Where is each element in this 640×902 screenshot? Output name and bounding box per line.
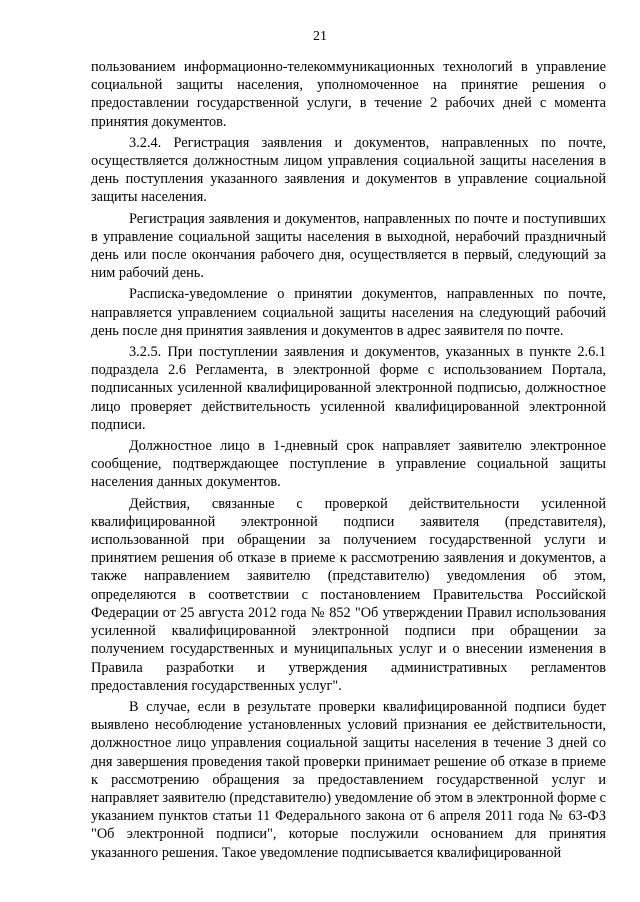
paragraph: 3.2.4. Регистрация заявления и документов, направленных по почте, осуществляется должностным лицом управления социальной защиты населения в день поступления указанного заявления и документов в управление социальной защиты населения. xyxy=(91,134,606,206)
paragraph: Должностное лицо в 1-дневный срок направляет заявителю электронное сообщение, подтверждающее поступление в управление социальной защиты населения данных документов. xyxy=(91,438,606,491)
document-body xyxy=(91,58,606,862)
page-number: 21 xyxy=(313,29,327,44)
paragraph: пользованием информационно-телекоммуникационных технологий в управление социальной защиты населения, уполномоченное на принятие решения о предоставлении государственной услуги, в течение 2 рабочих дней с момента принятия документов. xyxy=(91,59,606,130)
paragraph: 3.2.5. При поступлении заявления и документов, указанных в пункте 2.6.1 подраздела 2.6 Регламента, в электронной форме с использованием Портала, подписанных усиленной квалифицированной электронной подписью, должностное лицо проверяет действительность усиленной квалифицированной электронной подписи. xyxy=(91,344,606,433)
paragraph: Регистрация заявления и документов, направленных по почте и поступивших в управление социальной защиты населения в выходной, нерабочий праздничный день или после окончания рабочего дня, осуществляется в первый, следующий за ним рабочий день. xyxy=(91,210,606,282)
paragraph: В случае, если в результате проверки квалифицированной подписи будет выявлено несоблюдение установленных условий признания ее действительности, должностное лицо управления социальной защиты населения в течение 3 дней со дня завершения проведения такой проверки принимает решение об отказе в приеме к рассмотрению обращения за предоставлением государственной услуг и направляет заявителю (представителю) уведомление об этом в электронной форме с указанием пунктов статьи 11 Федерального закона от 6 апреля 2011 года № 63-ФЗ "Об электронной подписи", которые послужили основанием для принятия указанного решения. Такое уведомление подписывается квалифицированной xyxy=(91,698,606,861)
paragraph: Действия, связанные с проверкой действительности усиленной квалифицированной электронной подписи заявителя (представителя), использованной при обращении за получением государственной услуги и принятием решения об отказе в приеме к рассмотрению заявления и документов, а также направлением заявителю (представителю) уведомления об этом, определяются в соответствии с постановлением Правительства Российской Федерации от 25 августа 2012 года № 852 "Об утверждении Правил использования усиленной квалифицированной электронной подписи при обращении за получением государственных и муниципальных услуг и о внесении изменения в Правила разработки и утверждения административных регламентов предоставления государственных услуг". xyxy=(91,495,606,694)
paragraph: Расписка-уведомление о принятии документов, направленных по почте, направляется управлением социальной защиты населения на следующий рабочий день после дня принятия заявления и документов в адрес заявителя по почте. xyxy=(91,286,606,339)
